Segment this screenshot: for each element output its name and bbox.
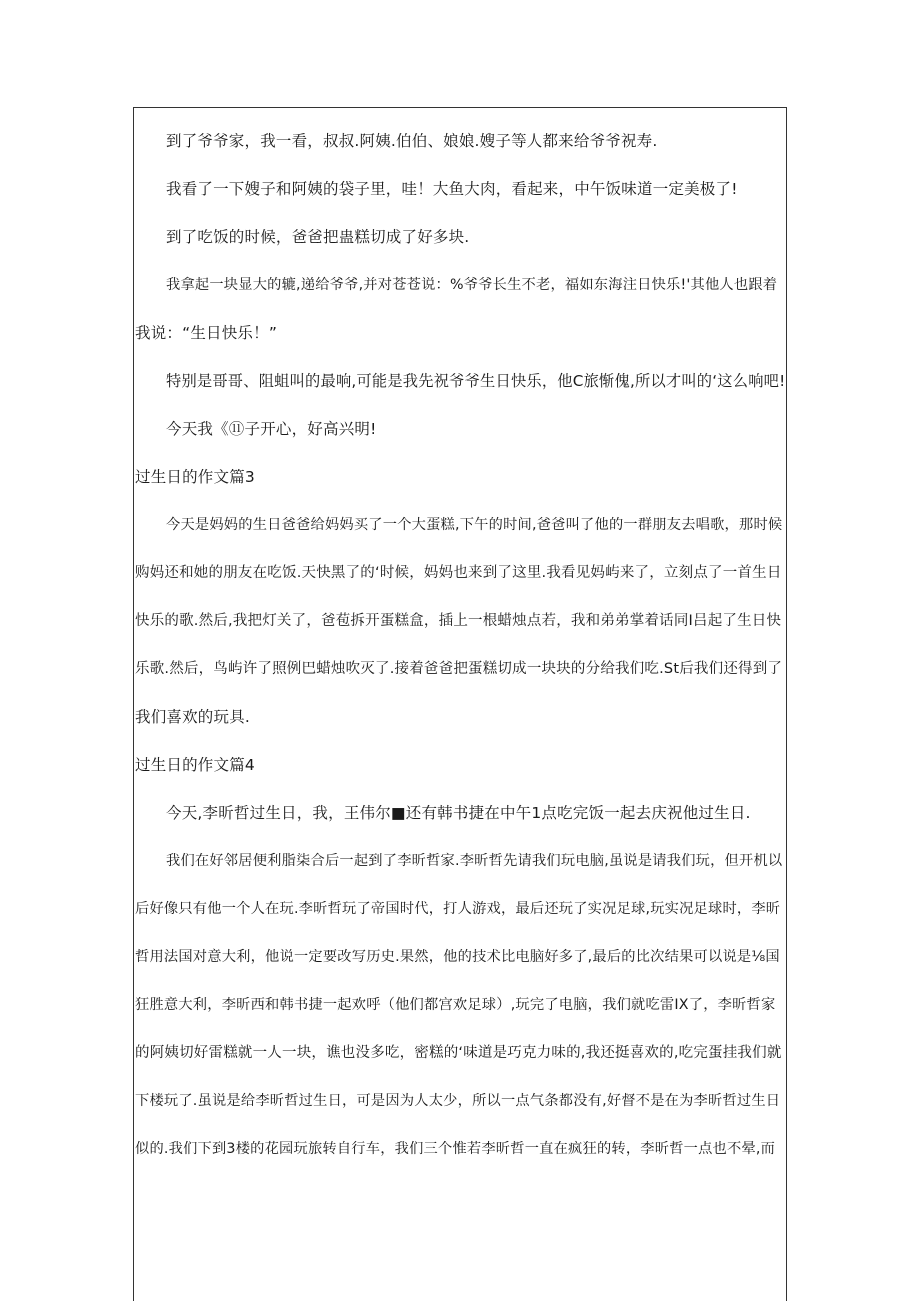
paragraph-line: 特别是哥哥、阻蛆叫的最响,可能是我先祝爷爷生日快乐，他C旅惭傀,所以才叫的‘这么响吧! bbox=[166, 372, 786, 390]
paragraph-line: 到了吃饭的时候，爸爸把蛊糕切成了好多块. bbox=[166, 228, 470, 246]
paragraph-line: 今天是妈妈的生日爸爸给妈妈买了一个大蛋糕,下午的时间,爸爸叫了他的一群朋友去唱歌，那时候 bbox=[166, 517, 783, 533]
section-heading: 过生日的作文篇4 bbox=[135, 756, 255, 774]
paragraph-line: 今天,李昕哲过生日，我，王伟尔■还有韩书捷在中午1点吃完饭一起去庆祝他过生日. bbox=[166, 804, 751, 822]
paragraph-line: 狂胜意大利，李昕西和韩书捷一起欢呼（他们都宫欢足球）,玩完了电脑，我们就吃雷IX了，李昕哲家 bbox=[135, 997, 776, 1013]
paragraph-line: 哲用法国对意大利，他说一定要改写历史.果然，他的技术比电脑好多了,最后的比次结果可以说是⅛国 bbox=[135, 949, 780, 965]
paragraph-line: 后好像只有他一个人在玩.李昕哲玩了帝国时代，打人游戏，最后还玩了实况足球,玩实况足球时，李昕 bbox=[135, 901, 781, 917]
paragraph-line: 到了爷爷家，我一看，叔叔.阿姨.伯伯、娘娘.嫂子等人都来给爷爷祝寿. bbox=[166, 132, 658, 150]
paragraph-line: 我拿起一块显大的辘,递给爷爷,并对苍苍说：%爷爷长生不老，福如东海注日快乐!'其他人也跟着 bbox=[166, 277, 778, 293]
paragraph-line: 我看了一下嫂子和阿姨的袋子里，哇！大鱼大肉，看起来，中午饭味道一定美极了! bbox=[166, 180, 738, 198]
paragraph-line: 乐歌.然后，鸟屿许了照例巴蜡烛吹灭了.接着爸爸把蛋糕切成一块块的分给我们吃.St后我们还得到了 bbox=[135, 661, 783, 677]
paragraph-line: 的阿姨切好雷糕就一人一块，谯也没多吃，密糕的‘味道是巧克力味的,我还挺喜欢的,吃完蛋挂我们就 bbox=[135, 1045, 782, 1061]
paragraph-line: 快乐的歌.然后,我把灯关了，爸苞拆开蛋糕盒，插上一根蜡烛点若，我和弟弟掌着话同I吕起了生日快 bbox=[135, 613, 782, 629]
paragraph-line: 下楼玩了.虽说是给李昕哲过生日，可是因为人太少，所以一点气条都没有,好督不是在为李昕哲过生日 bbox=[135, 1093, 781, 1109]
paragraph-line: 购妈还和她的朋友在吃饭.天快黑了的‘时候，妈妈也来到了这里.我看见妈屿来了，立刻点了一首生日 bbox=[135, 565, 782, 581]
paragraph-line: 今天我《⑪子开心，好高兴明! bbox=[166, 420, 377, 438]
paragraph-line: 我说：“生日快乐！” bbox=[135, 324, 278, 342]
paragraph-line: 我们在好邻居便利脂柒合后一起到了李昕哲家.李昕哲先请我们玩电脑,虽说是请我们玩，但开机以 bbox=[166, 853, 783, 869]
paragraph-line: 我们喜欢的玩具. bbox=[135, 708, 251, 726]
section-heading: 过生日的作文篇3 bbox=[135, 468, 255, 486]
paragraph-line: 似的.我们下到3楼的花园玩旅转自行车，我们三个惟若李昕哲一直在疯狂的转，李昕哲一点也不晕,而 bbox=[135, 1141, 776, 1157]
